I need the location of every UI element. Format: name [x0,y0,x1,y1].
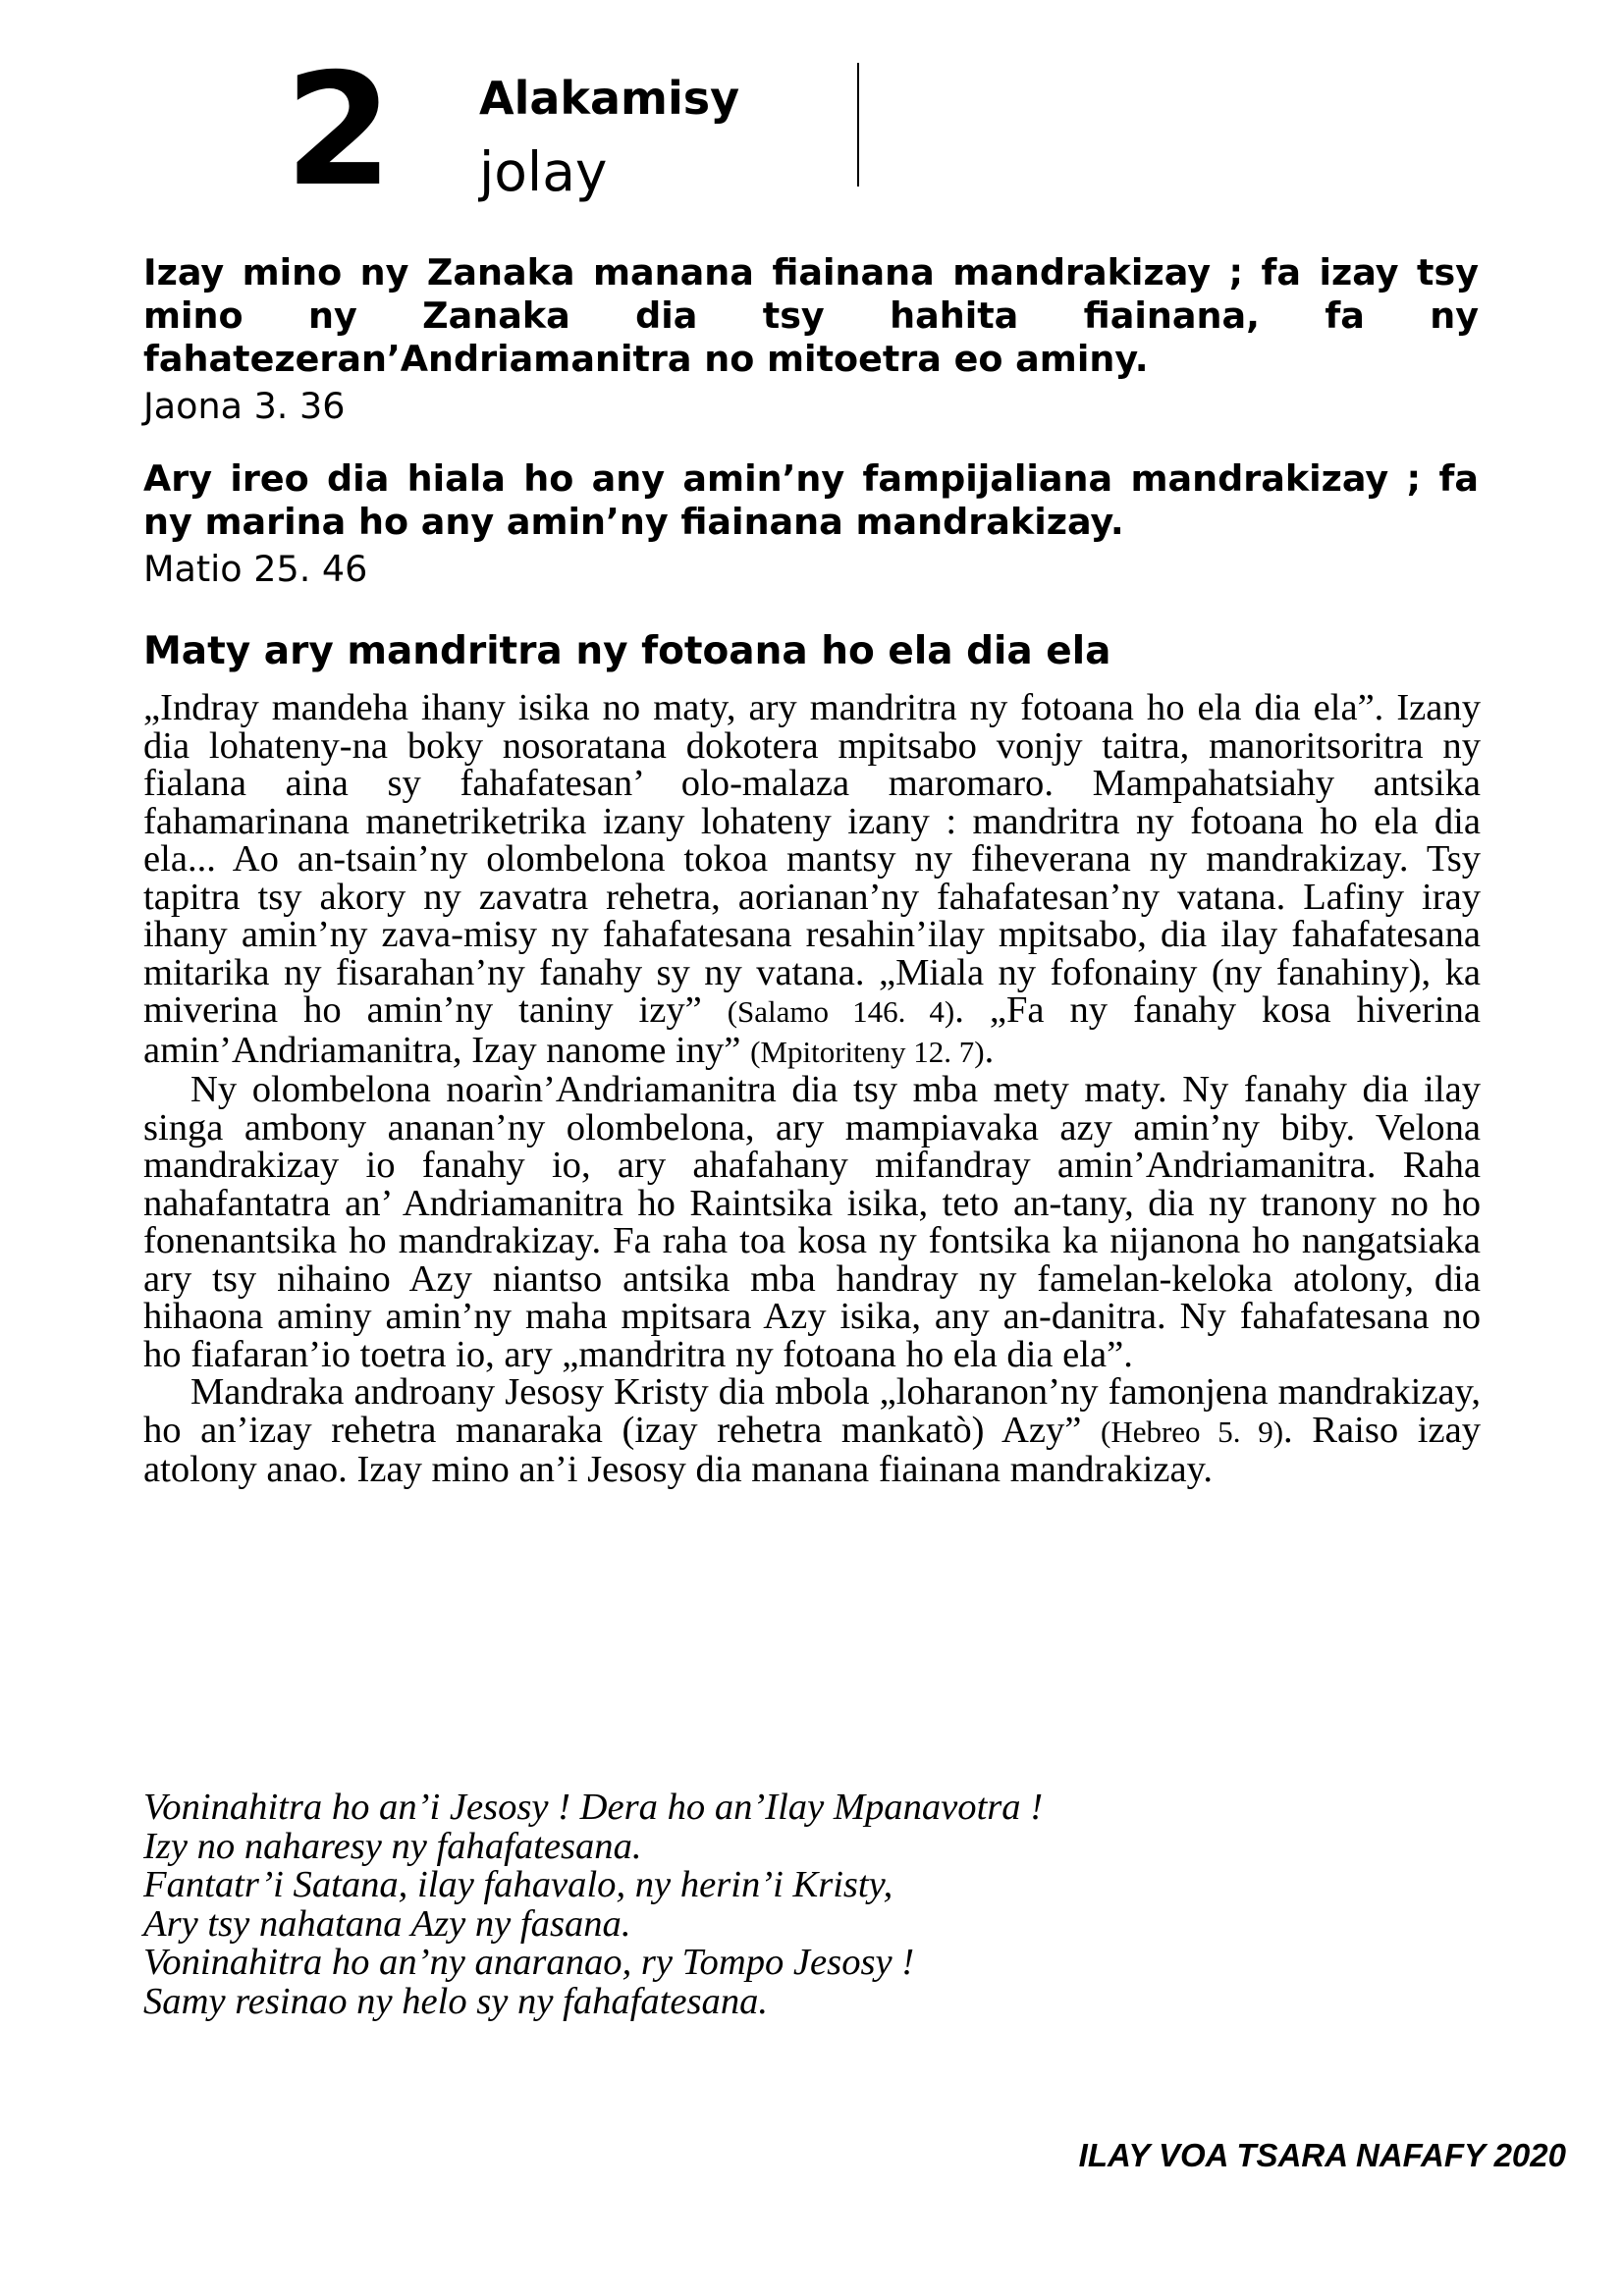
month: jolay [479,140,608,203]
verse-text-1: Izay mino ny Zanaka manana fiainana mandrakizay ; fa izay tsy mino ny Zanaka dia tsy hahita fiainana, fa ny fahatezeran’Andriamanitra no mitoetra eo aminy. [143,251,1479,380]
date-header [285,40,874,221]
poem-line: Ary tsy nahatana Azy ny fasana. [143,1902,631,1945]
day-number: 2 [285,40,389,221]
poem-line: Fantatr’i Satana, ilay fahavalo, ny herin’i Kristy, [143,1864,893,1905]
poem-line: Voninahitra ho an’i Jesosy ! Dera ho an’Ilay Mpanavotra ! [143,1787,1044,1828]
paragraph-3-text: Mandraka androany Jesosy Kristy dia mbola „loharanon’ny famonjena mandrakizay, ho an’izay rehetra manaraka (izay rehetra mankatò) Azy” [143,1371,1481,1451]
publication-footer: ILAY VOA TSARA NAFAFY 2020 [1078,2137,1566,2173]
article-title: Maty ary mandritra ny fotoana ho ela dia ela [143,629,1111,673]
verse-reference-1: Jaona 3. 36 [143,385,346,427]
bible-reference: (Hebreo 5. 9) [1101,1414,1284,1449]
article-body [143,689,1481,1489]
paragraph-1-end: . [984,1029,995,1071]
weekday: Alakamisy [479,72,740,125]
paragraph-3 [143,1373,1481,1489]
paragraph-1 [143,689,1481,1071]
poem-line: Izy no naharesy ny fahafatesana. [143,1825,642,1867]
date-divider [857,63,859,187]
poem-line: Samy resinao ny helo sy ny fahafatesana. [143,1980,769,2022]
poem [143,1789,1043,2021]
bible-reference: (Salamo 146. 4) [727,994,955,1029]
verse-reference-2: Matio 25. 46 [143,548,368,590]
paragraph-1-text: „Indray mandeha ihany isika no maty, ary mandritra ny fotoana ho ela dia ela”. Izany dia lohateny-na boky nosoratana dokotera mpitsabo vonjy taitra, manoritsoritra ny fialana aina sy fahafatesan’ olo-malaza maromaro. Mampahatsiahy antsika fahamarinana manetriketrika izany lohateny izany : mandritra ny fotoana ho ela dia ela... Ao an-tsain’ny olombelona tokoa mantsy ny fiheverana ny mandrakizay. Tsy tapitra tsy akory ny zavatra rehetra, aorianan’ny fahafatesan’ny vatana. Lafiny iray ihany amin’ny zava-misy ny fahafatesana resahin’ilay mpitsabo, dia ilay fahafatesana mitarika ny fisarahan’ny fanahy sy ny vatana. „Miala ny fofonainy (ny fanahiny), ka miverina ho amin’ny taniny izy” [143,687,1481,1031]
paragraph-3-end: . Raiso izay atolony anao. Izay mino an’i Jesosy dia manana fiainana mandrakizay. [143,1409,1481,1490]
paragraph-1-middle: . „Fa ny fanahy kosa hiverina amin’Andriamanitra, Izay nanome iny” [143,989,1482,1071]
verse-text-2: Ary ireo dia hiala ho any amin’ny fampijaliana mandrakizay ; fa ny marina ho any amin’ny fiainana mandrakizay. [143,457,1479,543]
paragraph-2: Ny olombelona noarìn’Andriamanitra dia tsy mba mety maty. Ny fanahy dia ilay singa ambony ananan’ny olombelona, ary mampiavaka azy amin’ny biby. Velona mandrakizay io fanahy io, ary ahafahany mifandray amin’Andriamanitra. Raha nahafantatra an’ Andriamanitra ho Raintsika isika, teto an-tany, dia ny tranony no ho fonenantsika ho mandrakizay. Fa raha toa kosa ny fontsika ka nijanona ho nangatsiaka ary tsy nihaino Azy niantso antsika mba handray ny famelan-keloka atolony, dia hihaona aminy amin’ny maha mpitsara Azy isika, any an-danitra. Ny fahafatesana no ho fiafaran’io toetra io, ary „mandritra ny fotoana ho ela dia ela”. [143,1069,1481,1375]
bible-reference: (Mpitoriteny 12. 7) [750,1034,985,1069]
poem-line: Voninahitra ho an’ny anaranao, ry Tompo Jesosy ! [143,1942,915,1983]
